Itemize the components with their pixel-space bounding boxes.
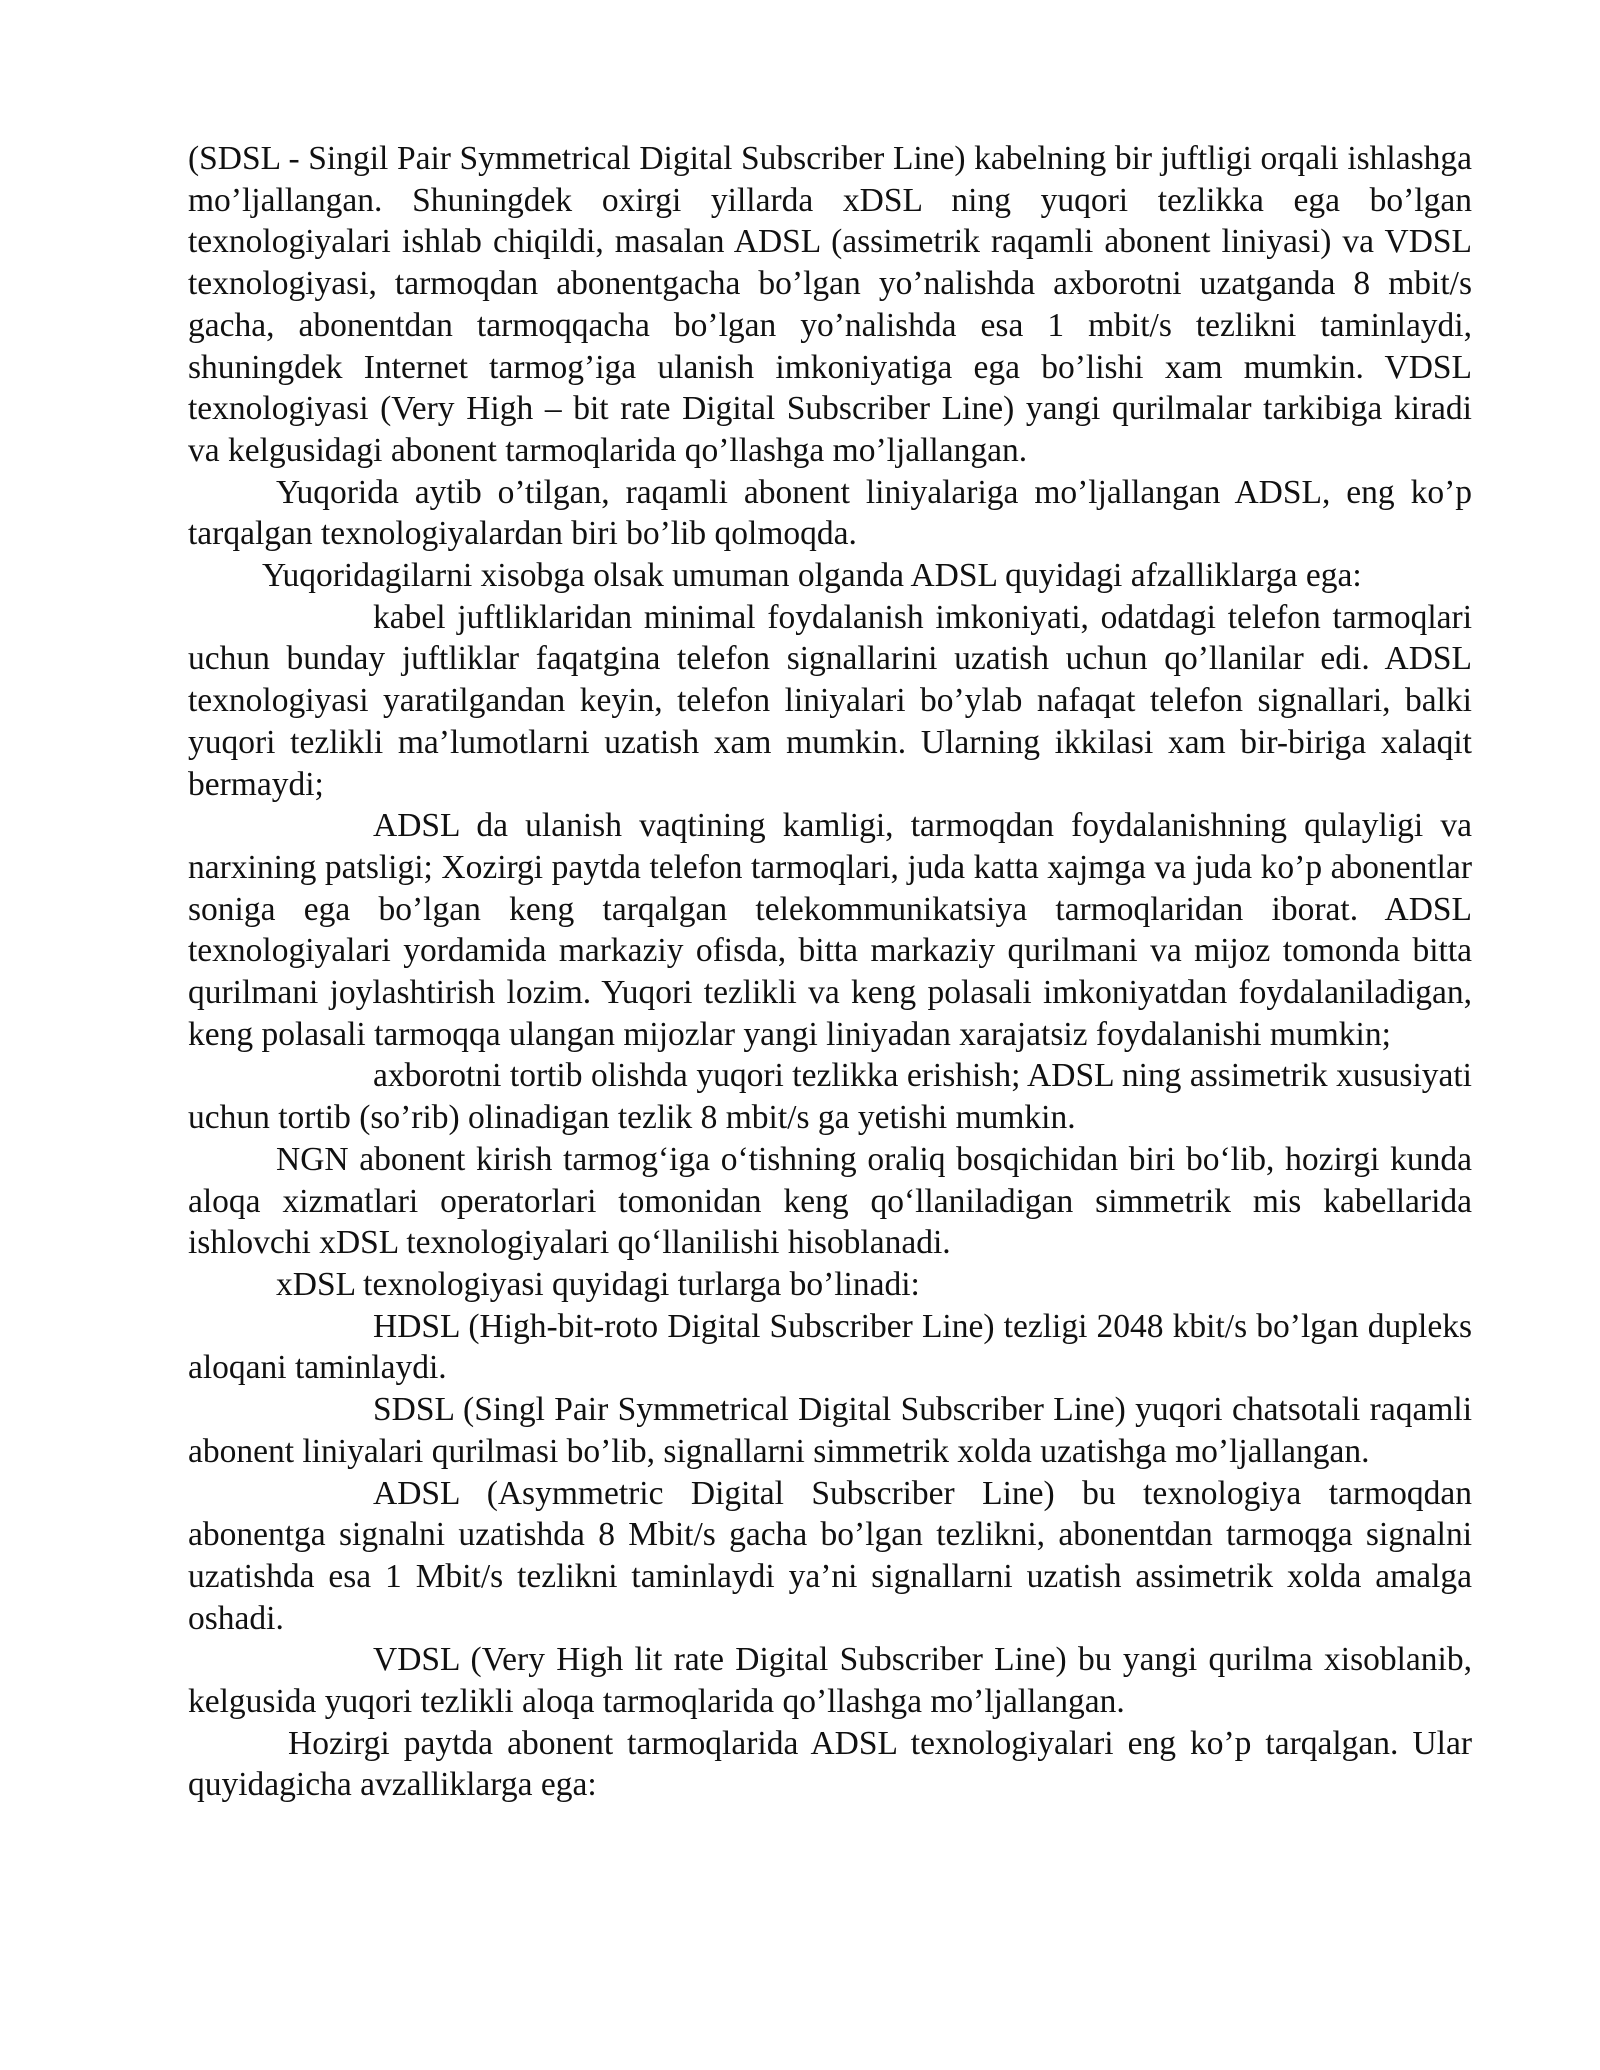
paragraph-xdsl-types-intro: xDSL texnologiyasi quyidagi turlarga bo’linadi:	[276, 1265, 920, 1303]
paragraph-hdsl: HDSL (High-bit-roto Digital Subscriber Line) tezligi 2048 kbit/s bo’lgan dupleks aloqani taminlaydi.	[188, 1307, 1472, 1387]
paragraph-adsl-common: Yuqorida aytib o’tilgan, raqamli abonent liniyalariga mo’ljallangan ADSL, eng ko’p tarqalgan texnologiyalardan biri bo’lib qolmoqda.	[188, 473, 1472, 553]
paragraph-advantage-download-speed: axborotni tortib olishda yuqori tezlikka erishish; ADSL ning assimetrik xususiyati uchun tortib (so’rib) olinadigan tezlik 8 mbit/s ga yetishi mumkin.	[188, 1057, 1472, 1137]
paragraph-advantage-cable-pairs: kabel juftliklaridan minimal foydalanish imkoniyati, odatdagi telefon tarmoqlari uchun bunday juftliklar faqatgina telefon signallarini uzatish uchun qo’llanilar edi. ADSL texnologiyasi yaratilgandan keyin, telefon liniyalari bo’ylab nafaqat telefon signallari, balki yuqori tezlikli ma’lumotlarni uzatish xam mumkin. Ularning ikkilasi xam bir-biriga xalaqit bermaydi;	[188, 598, 1472, 803]
paragraph-ngn-access: NGN abonent kirish tarmog‘iga o‘tishning oraliq bosqichidan biri bo‘lib, hozirgi kunda aloqa xizmatlari operatorlari tomonidan keng qo‘llaniladigan simmetrik mis kabellarida ishlovchi xDSL texnologiyalari qo‘llanilishi hisoblanadi.	[188, 1140, 1472, 1262]
paragraph-advantages-intro: Yuqoridagilarni xisobga olsak umuman olganda ADSL quyidagi afzalliklarga ega:	[262, 557, 1362, 595]
paragraph-adsl-prevalence: Hozirgi paytda abonent tarmoqlarida ADSL texnologiyalari eng ko’p tarqalgan. Ular quyidagicha avzalliklarga ega:	[188, 1724, 1472, 1804]
paragraph-vdsl: VDSL (Very High lit rate Digital Subscriber Line) bu yangi qurilma xisoblanib, kelgusida yuqori tezlikli aloqa tarmoqlarida qo’llashga mo’ljallangan.	[188, 1641, 1472, 1721]
paragraph-sdsl-intro: (SDSL - Singil Pair Symmetrical Digital Subscriber Line) kabelning bir juftligi orqali ishlashga mo’ljallangan. Shuningdek oxirgi yillarda xDSL ning yuqori tezlikka ega bo’lgan texnologiyalari ishlab chiqildi, masalan ADSL (assimetrik raqamli abonent liniyasi) va VDSL texnologiyasi, tarmoqdan abonentgacha bo’lgan yo’nalishda axborotni uzatganda 8 mbit/s gacha, abonentdan tarmoqqacha bo’lgan yo’nalishda esa 1 mbit/s tezlikni taminlaydi, shuningdek Internet tarmog’iga ulanish imkoniyatiga ega bo’lishi xam mumkin. VDSL texnologiyasi (Very High – bit rate Digital Subscriber Line) yangi qurilmalar tarkibiga kiradi va kelgusidagi abonent tarmoqlarida qo’llashga mo’ljallangan.	[188, 140, 1472, 469]
paragraph-advantage-connection-time: ADSL da ulanish vaqtining kamligi, tarmoqdan foydalanishning qulayligi va narxining patsligi; Xozirgi paytda telefon tarmoqlari, juda katta xajmga va juda ko’p abonentlar soniga ega bo’lgan keng tarqalgan telekommunikatsiya tarmoqlaridan iborat. ADSL texnologiyalari yordamida markaziy ofisda, bitta markaziy qurilmani va mijoz tomonda bitta qurilmani joylashtirish lozim. Yuqori tezlikli va keng polasali imkoniyatdan foydalaniladigan, keng polasali tarmoqqa ulangan mijozlar yangi liniyadan xarajatsiz foydalanishi mumkin;	[188, 807, 1472, 1053]
paragraph-sdsl: SDSL (Singl Pair Symmetrical Digital Subscriber Line) yuqori chatsotali raqamli abonent liniyalari qurilmasi bo’lib, signallarni simmetrik xolda uzatishga mo’ljallangan.	[188, 1391, 1472, 1470]
paragraph-adsl: ADSL (Asymmetric Digital Subscriber Line) bu texnologiya tarmoqdan abonentga signalni uzatishda 8 Mbit/s gacha bo’lgan tezlikni, abonentdan tarmoqga signalni uzatishda esa 1 Mbit/s tezlikni taminlaydi ya’ni signallarni uzatish assimetrik xolda amalga oshadi.	[188, 1474, 1472, 1637]
document-page	[188, 138, 1472, 1806]
